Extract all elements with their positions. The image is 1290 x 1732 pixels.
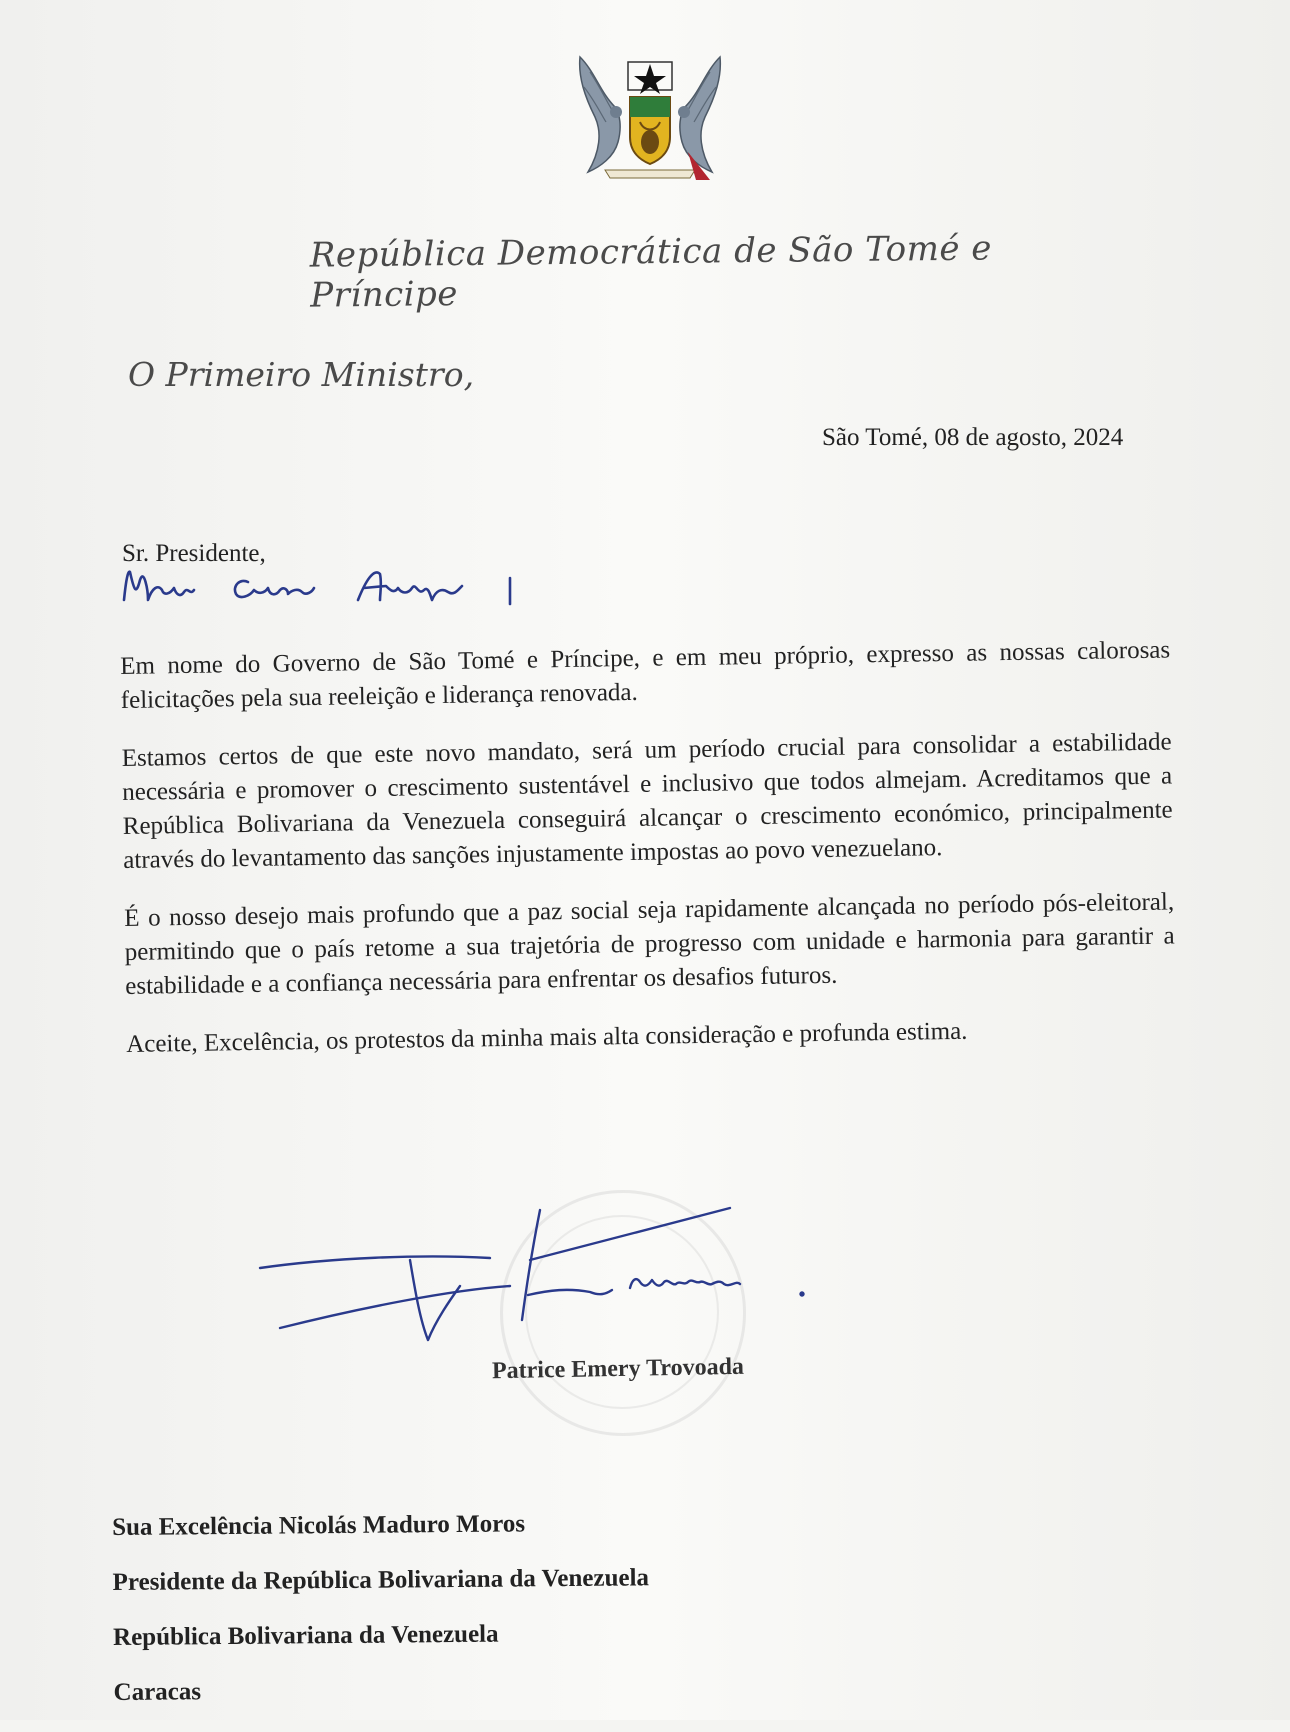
recipient-line-1: Sua Excelência Nicolás Maduro Moros [112, 1510, 526, 1541]
recipient-block [112, 1505, 914, 1732]
letter-body [120, 634, 1177, 1086]
handwritten-greeting [118, 560, 578, 610]
recipient-line-4: Caracas [113, 1678, 202, 1706]
date-line: São Tomé, 08 de agosto, 2024 [822, 424, 1124, 451]
paragraph-2: Estamos certos de que este novo mandato, será um período crucial para consolidar a estabilidade necessária e promover o crescimento sustentável e inclusivo que todos almejam. Acreditamos que a República Bolivariana da Venezuela conseguirá alcançar o crescimento económico, principalmente através do levantamento das sanções injustamente impostas ao povo venezuelano. [121, 728, 1173, 874]
signer-name: Patrice Emery Trovoada [491, 1353, 745, 1385]
coat-of-arms-icon [570, 52, 730, 182]
paragraph-3: É o nosso desejo mais profundo que a paz social seja rapidamente alcançada no período pós-eleitoral, permitindo que o país retome a sua trajetória de progresso com unidade e harmonia para garantir a estabilidade e a confiança necessária para enfrentar os desafios futuros. [124, 888, 1175, 1000]
republic-header: República Democrática de São Tomé e Príncipe [309, 228, 993, 316]
recipient-line-2: Presidente da República Bolivariana da Venezuela [112, 1564, 650, 1596]
office-title: O Primeiro Ministro, [128, 355, 475, 394]
handwritten-signature-icon [250, 1190, 900, 1350]
paragraph-1: Em nome do Governo de São Tomé e Príncipe, e em meu próprio, expresso as nossas calorosas felicitações pela sua reeleição e liderança renovada. [120, 636, 1171, 714]
salutation: Sr. Presidente, [122, 540, 266, 567]
paragraph-4: Aceite, Excelência, os protestos da minha mais alta consideração e profunda estima. [125, 1017, 968, 1058]
recipient-line-3: República Bolivariana da Venezuela [112, 1620, 499, 1651]
